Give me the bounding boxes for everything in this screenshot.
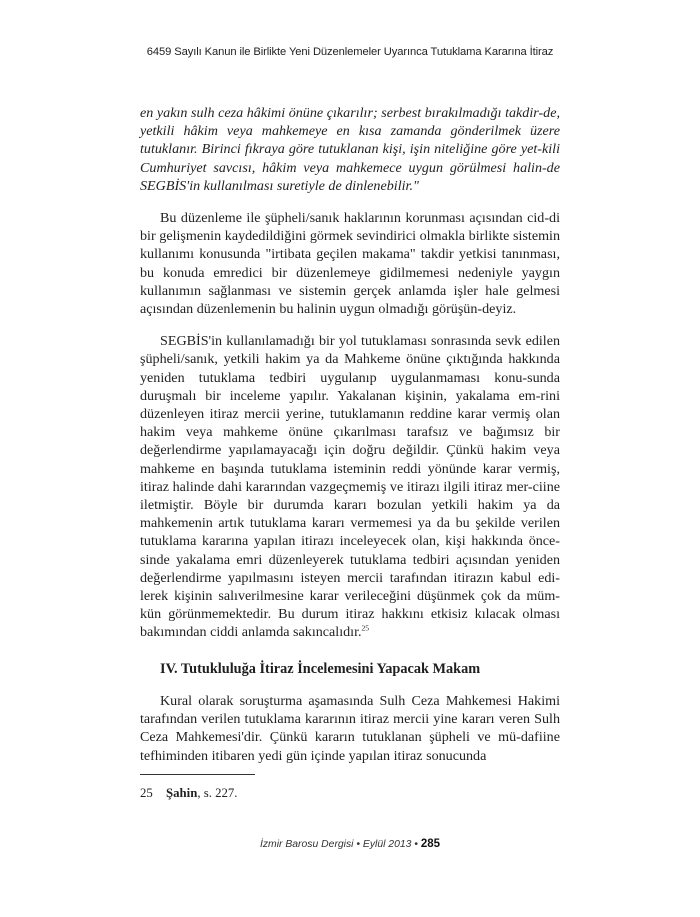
paragraph-1: Bu düzenleme ile şüpheli/sanık haklarının korunması açısından cid-di bir gelişmenin kaydedildiğini görmek sevindirici olmakla birlikte sistemin kullanımı konusunda "irtibata geçilen makama" takdir yetkisi tanınması, bu konuda emredici bir düzenlemeye gidilmemesi nedeniyle yaygın kullanımın sağlanması ve sistemin gerçek anlamda işler hale gelmesi açısından düzenlemenin bu halinin uygun olmadığı görüşün-deyiz.: [140, 210, 560, 318]
footnote-author: Şahin: [166, 786, 198, 800]
footnote-ref-text: , s. 227.: [197, 786, 238, 800]
running-title: 6459 Sayılı Kanun ile Birlikte Yeni Düzenlemeler Uyarınca Tutuklama Kararına İtiraz: [146, 46, 554, 58]
page-number: 285: [420, 838, 441, 850]
footnote: [140, 786, 237, 801]
journal-name: İzmir Barosu Dergisi • Eylül 2013 •: [259, 839, 418, 850]
footnote-ref[interactable]: 25: [361, 623, 370, 633]
footnote-number: 25: [140, 786, 153, 800]
main-text: [140, 104, 560, 779]
page-footer: [0, 838, 700, 850]
section-heading: IV. Tutukluluğa İtiraz İncelemesini Yapacak Makam: [160, 660, 481, 677]
paragraph-3: Kural olarak soruşturma aşamasında Sulh Ceza Mahkemesi Hakimi tarafından verilen tutuklama kararının itiraz mercii yine kararı veren Sulh Ceza Mahkemesi'dir. Çünkü kararın tutuklanan şüpheli ve mü-dafiine tefhiminden itibaren yedi gün içinde yapılan itiraz sonucunda: [140, 692, 560, 764]
paragraph-2-text: SEGBİS'in kullanılamadığı bir yol tutuklaması sonrasında sevk edilen şüpheli/sanık, yetkili hakim ya da Mahkeme önüne çıktığında hakkında yeniden tutuklama tedbiri uygulanıp uygulanmaması konu-sunda duruşmalı bir inceleme yapılır. Yakalanan kişinin, yakalama em-rini düzenleyen itiraz mercii yerine, tutuklamanın reddine karar vermiş olan hakim veya mahkeme önüne çıkarılması tarafsız ve bağımsız bir değerlendirme yapılamayacağı için doğru değildir. Çünkü hakim veya mahkeme en başında tutuklama isteminin reddi yönünde karar vermiş, itiraz halinde dahi kararından vazgeçmemiş ve itirazı ilgili itiraz mer-ciine iletmiştir. Böyle bir durumda kararı bozulan yetkili hakim ya da mahkemenin artık tutuklama kararı vermemesi ya da bu şekilde verilen tutuklama kararına yapılan itirazı inceleyecek olan, kişi hakkında önce-sinde yakalama emri düzenleyerek tutuklama tedbiri açısından yeniden değerlendirme yapılmasını isteyen mercii tarafından itirazın kabul edi-lerek kişinin salıverilmesine karar verileceğini düşünmek çok da müm-kün görünmemektedir. Bu durum itiraz hakkını etkisiz kılacak olması bakımından ciddi anlamda sakıncalıdır.: [140, 333, 560, 641]
paragraph-2: [140, 332, 560, 641]
footnote-divider: [140, 774, 255, 775]
quoted-legal-text: en yakın sulh ceza hâkimi önüne çıkarılır; serbest bırakılmadığı takdir-de, yetkili hâkim veya mahkemeye en kısa zamanda gönderilmek üzere tutuklanır. Birinci fıkraya göre tutuklanan kişi, işin niteliğine göre yet-kili Cumhuriyet savcısı, hâkim veya mahkemece uygun görülmesi halin-de SEGBİS'in kullanılması suretiyle de dinlenebilir.": [140, 105, 560, 194]
